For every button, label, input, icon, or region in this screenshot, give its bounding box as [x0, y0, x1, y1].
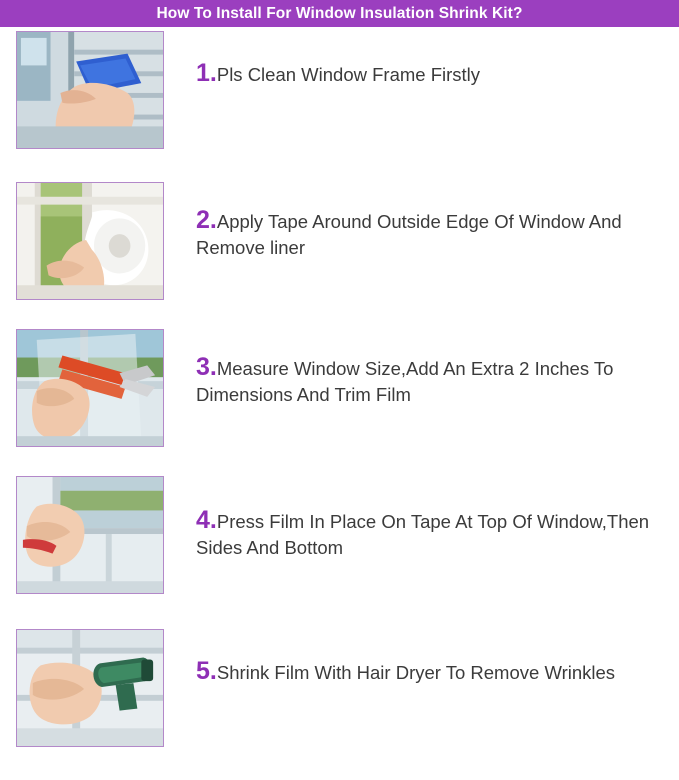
step-3-image	[16, 329, 164, 447]
step-description: Apply Tape Around Outside Edge Of Window And Remove liner	[196, 211, 622, 258]
step-text-wrapper	[164, 476, 679, 624]
step-text-wrapper	[164, 31, 679, 177]
step-image-wrapper	[16, 329, 164, 447]
step-description: Shrink Film With Hair Dryer To Remove Wrinkles	[216, 662, 616, 683]
step-description: Pls Clean Window Frame Firstly	[216, 64, 481, 85]
step-text-wrapper	[164, 182, 679, 324]
step-text-wrapper	[164, 629, 679, 775]
list-item	[0, 182, 679, 324]
list-item	[0, 629, 679, 775]
list-item	[0, 31, 679, 177]
step-5-image	[16, 629, 164, 747]
list-item	[0, 476, 679, 624]
page-title: How To Install For Window Insulation Shrink Kit?	[0, 0, 679, 27]
step-image-wrapper	[16, 182, 164, 300]
step-number: 1.	[196, 59, 217, 87]
step-1-image	[16, 31, 164, 149]
step-number: 5.	[196, 657, 217, 685]
step-description: Press Film In Place On Tape At Top Of Window,Then Sides And Bottom	[196, 511, 650, 558]
steps-list	[0, 27, 679, 780]
step-image-wrapper	[16, 31, 164, 149]
step-image-wrapper	[16, 629, 164, 747]
step-number: 2.	[196, 206, 217, 234]
step-image-wrapper	[16, 476, 164, 594]
step-number: 4.	[196, 506, 217, 534]
step-2-image	[16, 182, 164, 300]
list-item	[0, 329, 679, 471]
step-number: 3.	[196, 353, 217, 381]
step-text-wrapper	[164, 329, 679, 471]
step-4-image	[16, 476, 164, 594]
step-description: Measure Window Size,Add An Extra 2 Inches To Dimensions And Trim Film	[196, 358, 614, 405]
